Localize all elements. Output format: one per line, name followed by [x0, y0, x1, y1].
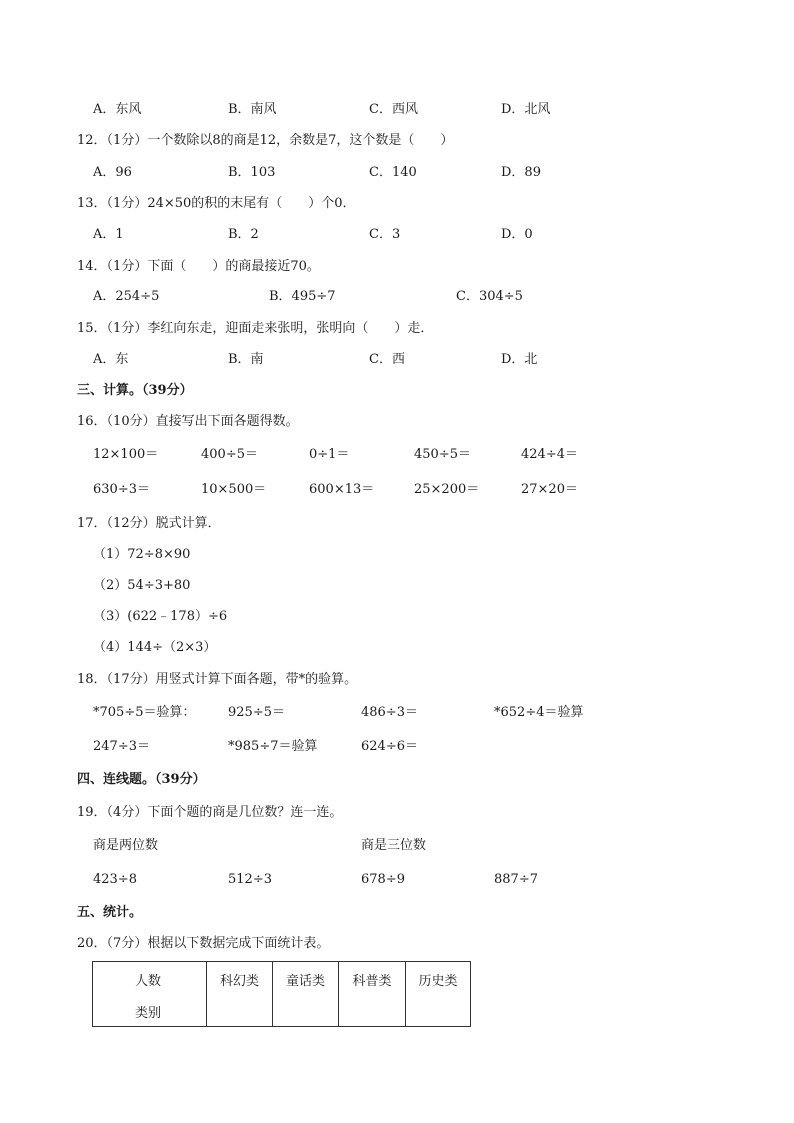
q11-option-c: C．西风: [369, 102, 418, 117]
table-corner-cell: [93, 962, 207, 1027]
q18-r1-c2: 925÷5＝: [228, 705, 285, 720]
q18-r2-c2: *985÷7＝验算: [228, 739, 318, 754]
corner-label-category: 类别: [135, 1006, 162, 1021]
q17-item-4: （4）144÷（2×3）: [93, 640, 217, 655]
q20-stem: 20．（7分）根据以下数据完成下面统计表。: [77, 936, 330, 951]
q14-option-a: A．254÷5: [93, 289, 160, 304]
q16-r1-c1: 12×100＝: [93, 447, 159, 462]
q12-option-b: B．103: [228, 165, 276, 180]
corner-label-count: 人数: [135, 974, 162, 989]
q16-r1-c5: 424÷4＝: [521, 447, 578, 462]
q17-stem: 17．（12分）脱式计算．: [77, 516, 221, 531]
header-history: 历史类: [418, 974, 458, 989]
q13-stem: 13．（1分）24×50的积的末尾有（ ）个0．: [77, 196, 356, 211]
q14-option-b: B．495÷7: [269, 289, 336, 304]
header-scifi: 科幻类: [219, 974, 259, 989]
q13-option-b: B．2: [228, 227, 259, 242]
q14-option-c: C．304÷5: [456, 289, 523, 304]
q16-r2-c1: 630÷3＝: [93, 482, 150, 497]
q19-expr-4: 887÷7: [494, 872, 538, 887]
table-header-cell: [406, 962, 471, 1027]
q11-option-d: D．北风: [501, 102, 551, 117]
q19-label-three-digit: 商是三位数: [361, 838, 427, 853]
q12-stem: 12．（1分）一个数除以8的商是12，余数是7，这个数是（ ）: [77, 133, 454, 148]
q12-option-c: C．140: [369, 165, 417, 180]
q13-option-d: D．0: [501, 227, 533, 242]
q17-item-1: （1）72÷8×90: [93, 547, 191, 562]
q16-stem: 16．（10分）直接写出下面各题得数。: [77, 414, 299, 429]
section-3-heading: 三、计算。（39分）: [77, 383, 193, 398]
q15-option-a: A．东: [93, 352, 129, 367]
q17-item-3: （3）(622﹣178）÷6: [93, 609, 228, 624]
q15-option-c: C．西: [369, 352, 405, 367]
q19-expr-3: 678÷9: [361, 872, 405, 887]
q15-stem: 15．（1分）李红向东走，迎面走来张明，张明向（ ）走．: [77, 321, 434, 336]
table-header-cell: [339, 962, 406, 1027]
q19-label-two-digit: 商是两位数: [93, 838, 159, 853]
q16-r2-c4: 25×200＝: [414, 482, 480, 497]
q19-expr-1: 423÷8: [93, 872, 137, 887]
q16-r1-c3: 0÷1＝: [309, 447, 350, 462]
q12-option-d: D．89: [501, 165, 541, 180]
q16-r2-c3: 600×13＝: [309, 482, 375, 497]
q18-r2-c1: 247÷3＝: [93, 739, 150, 754]
q14-stem: 14．（1分）下面（ ）的商最接近70。: [77, 259, 320, 274]
q18-r2-c3: 624÷6＝: [361, 739, 418, 754]
q18-r1-c3: 486÷3＝: [361, 705, 418, 720]
q17-item-2: （2）54÷3+80: [93, 578, 191, 593]
section-5-heading: 五、统计。: [77, 905, 143, 920]
q19-stem: 19．（4分）下面个题的商是几位数？连一连。: [77, 805, 343, 820]
q11-option-b: B．南风: [228, 102, 277, 117]
q16-r1-c2: 400÷5＝: [201, 447, 258, 462]
q13-option-a: A．1: [93, 227, 124, 242]
q16-r2-c2: 10×500＝: [201, 482, 267, 497]
q15-option-d: D．北: [501, 352, 538, 367]
header-fairy-tale: 童话类: [285, 974, 325, 989]
q13-option-c: C．3: [369, 227, 401, 242]
q18-r1-c1: *705÷5＝验算：: [93, 705, 196, 720]
q16-r1-c4: 450÷5＝: [414, 447, 471, 462]
q12-option-a: A．96: [93, 165, 132, 180]
statistics-table: [92, 961, 471, 1027]
table-header-cell: [273, 962, 339, 1027]
section-4-heading: 四、连线题。（39分）: [77, 772, 206, 787]
q15-option-b: B．南: [228, 352, 264, 367]
table-header-cell: [207, 962, 273, 1027]
q11-option-a: A．东风: [93, 102, 142, 117]
q18-r1-c4: *652÷4＝验算: [494, 705, 584, 720]
q18-stem: 18．（17分）用竖式计算下面各题，带*的验算。: [77, 672, 358, 687]
q16-r2-c5: 27×20＝: [521, 482, 578, 497]
q19-expr-2: 512÷3: [228, 872, 272, 887]
header-popular-science: 科普类: [352, 974, 392, 989]
table-row: [93, 962, 471, 1027]
